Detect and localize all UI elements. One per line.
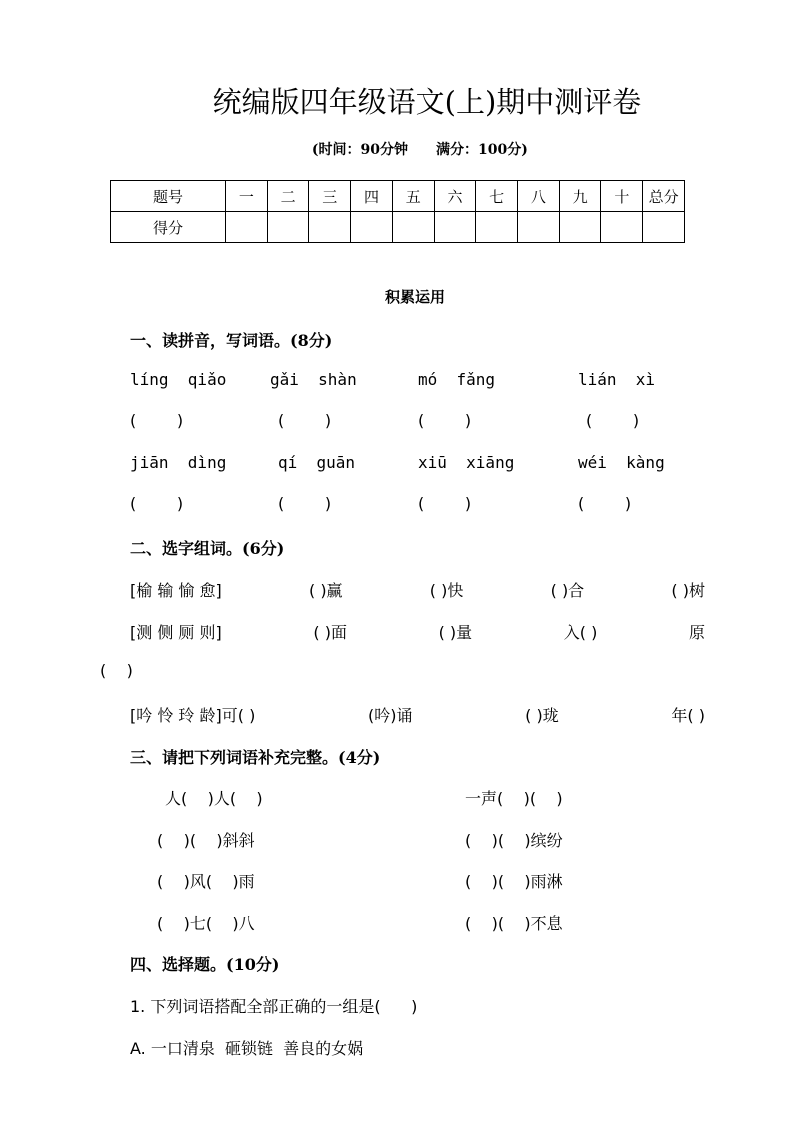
table-cell: 二 (267, 181, 309, 212)
score-entry-cell[interactable] (601, 212, 643, 243)
full-score: 满分：100分) (436, 142, 528, 158)
pinyin: jiān dìng (130, 453, 227, 472)
pinyin: líng qiǎo (130, 370, 227, 389)
word-blank[interactable]: ( ) (100, 661, 133, 680)
word-blank[interactable]: ( )面 (313, 623, 347, 642)
word-blank[interactable]: ( )珑 (525, 706, 559, 725)
table-cell: 题号 (111, 181, 226, 212)
idiom-blank[interactable]: ( )( )雨淋 (465, 872, 563, 891)
time-limit: (时间：90分钟 (311, 142, 408, 158)
table-cell: 三 (309, 181, 351, 212)
word-blank[interactable]: ( )量 (438, 623, 473, 642)
score-entry-cell[interactable] (518, 212, 560, 243)
word-blank[interactable]: 入( ) (563, 623, 598, 642)
table-cell: 四 (351, 181, 393, 212)
idiom-blank[interactable]: 人( )人( ) (165, 789, 263, 808)
table-cell: 五 (392, 181, 434, 212)
score-entry-cell[interactable] (309, 212, 351, 243)
word-blank[interactable]: ( )合 (550, 581, 585, 600)
page-title: 统编版四年级语文(上)期中测评卷 (212, 85, 642, 119)
question-1-heading: 一、读拼音，写词语。(8分) (130, 331, 333, 350)
char-options: [榆 输 愉 愈] (130, 581, 222, 600)
question-3-heading: 三、请把下列词语补充完整。(4分) (130, 748, 381, 767)
idiom-blank[interactable]: ( )七( )八 (157, 914, 255, 933)
pinyin: gǎi shàn (270, 370, 357, 389)
table-cell: 十 (601, 181, 643, 212)
question-2-line (130, 620, 705, 643)
table-cell: 总分 (643, 181, 685, 212)
score-entry-cell[interactable] (559, 212, 601, 243)
question-2-heading: 二、选字组词。(6分) (130, 539, 285, 558)
answer-option-a[interactable]: A. 一口清泉 砸锁链 善良的女娲 (130, 1039, 364, 1058)
question-4-heading: 四、选择题。(10分) (130, 955, 280, 974)
word-blank[interactable]: (吟)诵 (368, 706, 413, 725)
table-cell: 九 (559, 181, 601, 212)
table-cell: 七 (476, 181, 518, 212)
pinyin: mó fǎng (418, 370, 496, 389)
pinyin: lián xì (578, 370, 656, 389)
char-options[interactable]: [吟 怜 玲 龄]可( ) (130, 706, 256, 725)
table-cell: 得分 (111, 212, 226, 243)
score-table-score-row (111, 212, 685, 243)
score-entry-cell[interactable] (434, 212, 476, 243)
word-blank[interactable]: 原 (688, 623, 705, 642)
idiom-blank[interactable]: ( )( )缤纷 (465, 831, 563, 850)
score-table-header-row (111, 181, 685, 212)
table-cell: 一 (226, 181, 268, 212)
idiom-blank[interactable]: ( )风( )雨 (157, 872, 255, 891)
idiom-blank[interactable]: ( )( )不息 (465, 914, 563, 933)
score-entry-cell[interactable] (267, 212, 309, 243)
answer-blank[interactable]: ( ) (578, 494, 632, 513)
word-blank[interactable]: ( )树 (671, 581, 705, 600)
pinyin: xiū xiāng (418, 453, 515, 472)
table-cell: 八 (518, 181, 560, 212)
word-blank[interactable]: ( )快 (429, 581, 464, 600)
answer-blank[interactable]: ( ) (418, 411, 472, 430)
score-entry-cell[interactable] (226, 212, 268, 243)
answer-blank[interactable]: ( ) (418, 494, 472, 513)
table-cell: 六 (434, 181, 476, 212)
answer-blank[interactable]: ( ) (278, 494, 332, 513)
answer-blank[interactable]: ( ) (130, 494, 184, 513)
pinyin: wéi kàng (578, 453, 665, 472)
score-table (110, 180, 685, 243)
answer-blank[interactable]: ( ) (278, 411, 332, 430)
answer-blank[interactable]: ( ) (130, 411, 184, 430)
score-entry-cell[interactable] (476, 212, 518, 243)
idiom-blank[interactable]: 一声( )( ) (465, 789, 563, 808)
question-item: 1. 下列词语搭配全部正确的一组是( ) (130, 997, 418, 1016)
question-2-line (130, 578, 705, 601)
pinyin: qí guān (278, 453, 356, 472)
section-heading: 积累运用 (384, 288, 445, 306)
exam-meta (0, 123, 794, 159)
idiom-blank[interactable]: ( )( )斜斜 (157, 831, 255, 850)
question-2-line (130, 703, 705, 726)
word-blank[interactable]: ( )赢 (308, 581, 343, 600)
score-entry-cell[interactable] (351, 212, 393, 243)
score-entry-cell[interactable] (392, 212, 434, 243)
score-entry-cell[interactable] (643, 212, 685, 243)
char-options: [测 侧 厕 则] (130, 623, 222, 642)
answer-blank[interactable]: ( ) (586, 411, 640, 430)
word-blank[interactable]: 年( ) (671, 706, 705, 725)
